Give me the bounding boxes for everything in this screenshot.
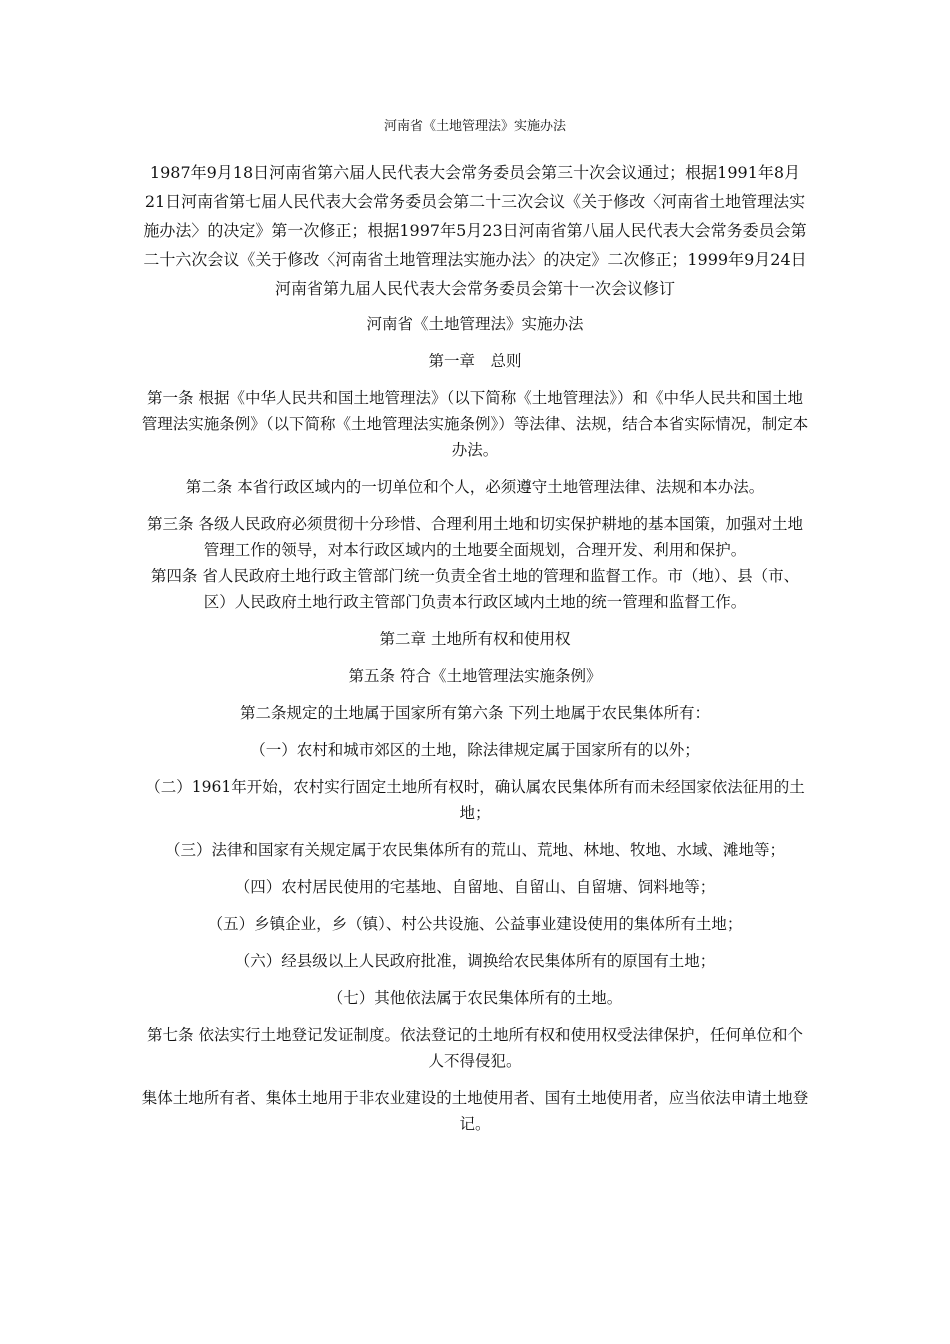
list-item: （一）农村和城市郊区的土地，除法律规定属于国家所有的以外； bbox=[250, 741, 700, 759]
article-4: 第四条 省人民政府土地行政主管部门统一负责全省土地的管理和监督工作。市（地）、县（市、区）人民政府土地行政主管部门负责本行政区域内土地的统一管理和监督工作。 bbox=[150, 567, 800, 611]
chapter-2-heading: 第二章 土地所有权和使用权 bbox=[379, 630, 571, 648]
list-item: （四）农村居民使用的宅基地、自留地、自留山、自留塘、饲料地等； bbox=[234, 878, 716, 896]
preamble-text: 1987年9月18日河南省第六届人民代表大会常务委员会第三十次会议通过；根据1991年8月21日河南省第七届人民代表大会常务委员会第二十三次会议《关于修改〈河南省土地管理法实施办法〉的决定》第一次修正；根据1997年5月23日河南省第八届人民代表大会常务委员会第二十六次会议《关于修改〈河南省土地管理法实施办法〉的决定》二次修正；1999年9月24日河南省第九届人民代表大会常务委员会第十一次会议修订 bbox=[143, 163, 807, 298]
article-5-continuation: 第二条规定的土地属于国家所有第六条 下列土地属于农民集体所有： bbox=[240, 704, 710, 722]
article-7-continuation: 集体土地所有者、集体土地用于非农业建设的土地使用者、国有土地使用者，应当依法申请土地登记。 bbox=[141, 1089, 809, 1133]
article-5: 第五条 符合《土地管理法实施条例》 bbox=[348, 667, 602, 685]
article-2: 第二条 本省行政区域内的一切单位和个人，必须遵守土地管理法律、法规和本办法。 bbox=[185, 478, 765, 496]
article-3: 第三条 各级人民政府必须贯彻十分珍惜、合理利用土地和切实保护耕地的基本国策，加强对土地管理工作的领导，对本行政区域内的土地要全面规划，合理开发、利用和保护。 bbox=[147, 515, 803, 559]
list-item: （三）法律和国家有关规定属于农民集体所有的荒山、荒地、林地、牧地、水域、滩地等； bbox=[164, 841, 785, 859]
list-item: （七）其他依法属于农民集体所有的土地。 bbox=[327, 989, 623, 1007]
list-item: （六）经县级以上人民政府批准，调换给农民集体所有的原国有土地； bbox=[234, 952, 716, 970]
list-item: （五）乡镇企业，乡（镇）、村公共设施、公益事业建设使用的集体所有土地； bbox=[207, 915, 743, 933]
chapter-1-heading: 第一章 总则 bbox=[428, 352, 522, 370]
article-7: 第七条 依法实行土地登记发证制度。依法登记的土地所有权和使用权受法律保护，任何单位和个人不得侵犯。 bbox=[147, 1026, 803, 1070]
document-title: 河南省《土地管理法》实施办法 bbox=[383, 119, 566, 134]
document-subtitle: 河南省《土地管理法》实施办法 bbox=[366, 315, 584, 333]
list-item: （二）1961年开始，农村实行固定土地所有权时，确认属农民集体所有而未经国家依法征用的土地； bbox=[145, 778, 805, 822]
article-1: 第一条 根据《中华人民共和国土地管理法》（以下简称《土地管理法》）和《中华人民共和国土地管理法实施条例》（以下简称《土地管理法实施条例》）等法律、法规，结合本省实际情况，制定本办法。 bbox=[141, 389, 809, 459]
document-page bbox=[140, 118, 810, 1148]
